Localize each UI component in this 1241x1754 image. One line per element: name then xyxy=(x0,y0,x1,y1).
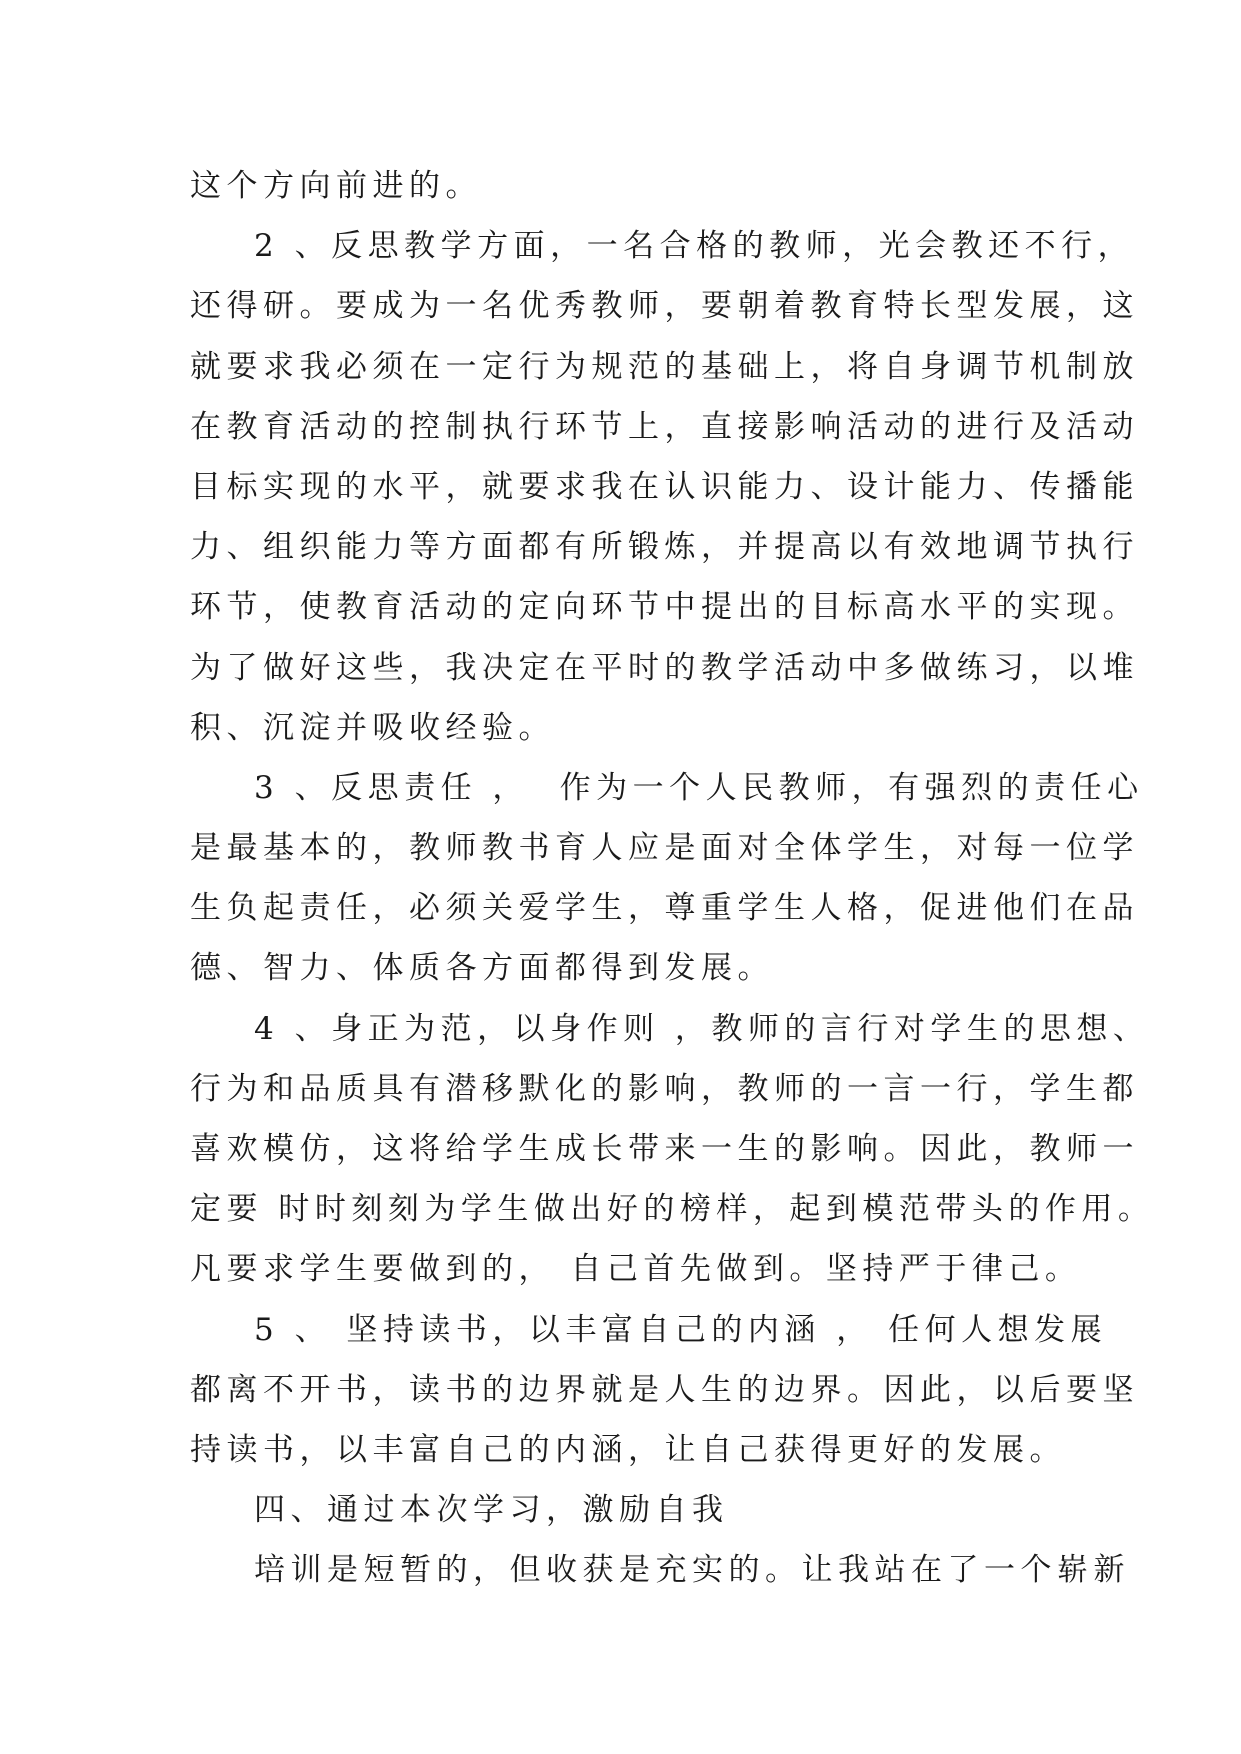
text-line-5: 在教育活动的控制执行环节上，直接影响活动的进行及活动 xyxy=(190,408,1139,445)
text-line-3: 还得研。要成为一名优秀教师，要朝着教育特长型发展，这 xyxy=(190,288,1139,325)
text-line-20: 5 、 坚持读书，以丰富自己的内涵 ， 任何人想发展 xyxy=(254,1311,1108,1348)
text-line-14: 德、智力、体质各方面都得到发展。 xyxy=(190,950,774,987)
text-line-18: 定要 时时刻刻为学生做出好的榜样，起到模范带头的作用。 xyxy=(190,1191,1155,1228)
text-line-15: 4 、身正为范，以身作则 ，教师的言行对学生的思想、 xyxy=(254,1010,1150,1047)
document-body xyxy=(190,156,1155,1601)
text-line-12: 是最基本的，教师教书育人应是面对全体学生，对每一位学 xyxy=(190,830,1139,867)
text-line-9: 为了做好这些，我决定在平时的教学活动中多做练习，以堆 xyxy=(190,649,1139,686)
text-line-8: 环节，使教育活动的定向环节中提出的目标高水平的实现。 xyxy=(190,589,1139,626)
text-line-17: 喜欢模仿，这将给学生成长带来一生的影响。因此，教师一 xyxy=(190,1131,1139,1167)
text-line-21: 都离不开书，读书的边界就是人生的边界。因此，以后要坚 xyxy=(190,1371,1139,1408)
text-line-24: 培训是短暂的，但收获是充实的。让我站在了一个崭新 xyxy=(254,1552,1130,1589)
text-line-13: 生负起责任，必须关爱学生，尊重学生人格，促进他们在品 xyxy=(190,890,1139,927)
text-line-2: 2 、反思教学方面，一名合格的教师，光会教还不行， xyxy=(254,228,1135,265)
text-line-22: 持读书，以丰富自己的内涵，让自己获得更好的发展。 xyxy=(190,1431,1066,1468)
text-line-6: 目标实现的水平，就要求我在认识能力、设计能力、传播能 xyxy=(190,468,1139,505)
section-heading: 四、通过本次学习，激励自我 xyxy=(254,1492,729,1529)
text-line-7: 力、组织能力等方面都有所锻炼，并提高以有效地调节执行 xyxy=(190,529,1139,566)
text-line-4: 就要求我必须在一定行为规范的基础上，将自身调节机制放 xyxy=(190,348,1139,385)
text-line-16: 行为和品质具有潜移默化的影响，教师的一言一行，学生都 xyxy=(190,1070,1139,1107)
text-line-11: 3 、反思责任 ， 作为一个人民教师，有强烈的责任心 xyxy=(254,769,1144,806)
text-line-10: 积、沉淀并吸收经验。 xyxy=(190,709,555,746)
text-line-1: 这个方向前进的。 xyxy=(190,168,482,204)
text-line-19: 凡要求学生要做到的， 自己首先做到。坚持严于律己。 xyxy=(190,1251,1082,1288)
